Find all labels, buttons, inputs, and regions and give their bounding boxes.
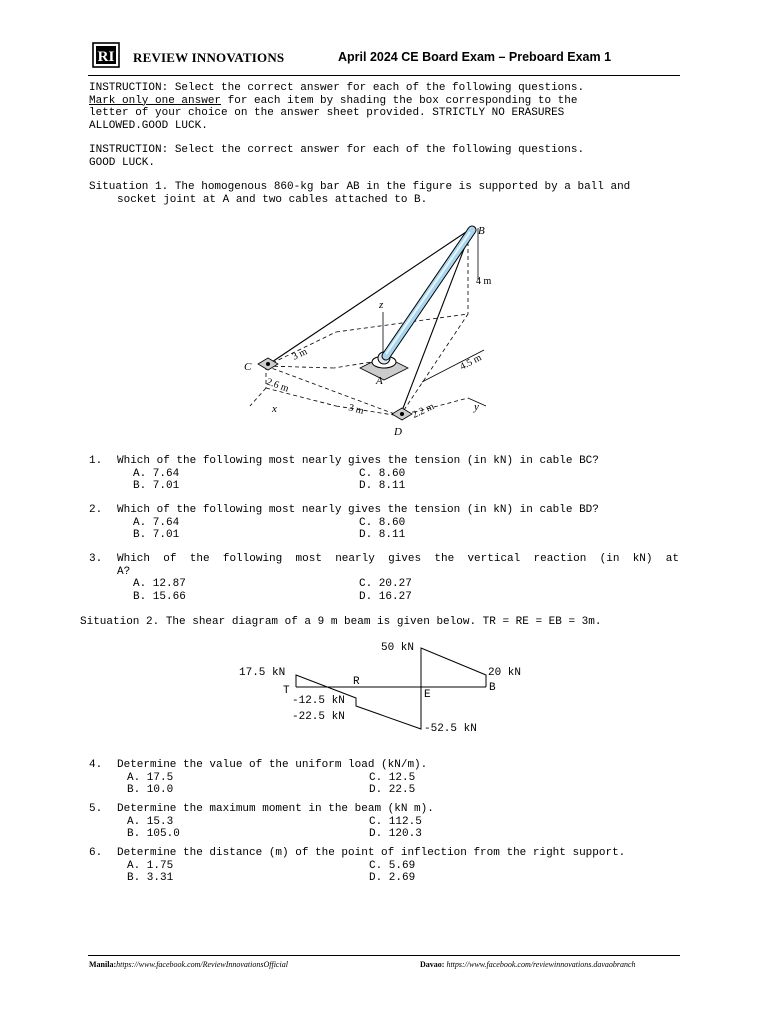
situation-line: socket joint at A and two cables attached to B. <box>117 193 428 206</box>
question-5 <box>89 803 681 841</box>
footer-davao-link[interactable]: https://www.facebook.com/reviewinnovations.davaobranch <box>446 960 636 969</box>
footer-manila <box>89 960 288 969</box>
question-2 <box>89 504 681 542</box>
option-a[interactable]: A. 1.75 <box>127 859 174 872</box>
question-4 <box>89 759 681 797</box>
option-c[interactable]: C. 20.27 <box>359 578 412 590</box>
dim-4m: 4 m <box>476 276 492 287</box>
label-D: D <box>394 426 402 438</box>
question-number: 4. <box>89 759 103 771</box>
logo <box>92 42 120 68</box>
instruction-block-1 <box>89 82 678 132</box>
shear-diagram-svg <box>236 638 536 738</box>
question-text: Determine the value of the uniform load (kN/m). <box>117 759 428 771</box>
header-rule <box>88 75 680 76</box>
option-a[interactable]: A. 12.87 <box>133 578 186 590</box>
logo-icon <box>92 42 120 68</box>
label-E: E <box>424 689 431 701</box>
option-d[interactable]: D. 8.11 <box>359 529 406 541</box>
question-text: Which of the following most nearly gives the tension (in kN) in cable BD? <box>117 504 599 516</box>
question-text-continued: A? <box>117 565 131 578</box>
question-text: Determine the maximum moment in the beam (kN m). <box>117 803 434 815</box>
bar-figure-svg <box>236 220 536 440</box>
label-R: R <box>353 676 360 688</box>
label-x: x <box>272 403 277 415</box>
bar-figure <box>236 220 536 440</box>
label-y: y <box>474 401 479 413</box>
instruction-line: ALLOWED.GOOD LUCK. <box>89 119 208 132</box>
label-C: C <box>244 361 252 373</box>
dim-2-2m: 2.2 m <box>410 401 436 421</box>
dim-2-6m: 2.6 m <box>264 376 291 395</box>
label-20kN: 20 kN <box>488 667 522 679</box>
label-z: z <box>379 299 384 311</box>
option-c[interactable]: C. 8.60 <box>359 467 406 480</box>
situation-2: Situation 2. The shear diagram of a 9 m beam is given below. TR = RE = EB = 3m. <box>80 616 602 628</box>
instruction-line <box>89 95 678 108</box>
option-b[interactable]: B. 3.31 <box>127 872 174 884</box>
option-c[interactable]: C. 5.69 <box>369 859 416 872</box>
question-text: Determine the distance (m) of the point of inflection from the right support. <box>117 847 626 859</box>
label-17-5kN: 17.5 kN <box>239 667 286 679</box>
label-neg-52-5kN: -52.5 kN <box>424 723 477 735</box>
question-number: 3. <box>89 553 103 565</box>
question-6 <box>89 847 681 885</box>
option-d[interactable]: D. 22.5 <box>369 784 416 796</box>
option-c[interactable]: C. 12.5 <box>369 771 416 784</box>
instruction-emphasis: Mark only one answer <box>89 94 222 107</box>
organization-name: REVIEW INNOVATIONS <box>133 50 285 65</box>
question-number: 1. <box>89 455 103 467</box>
question-number: 6. <box>89 847 103 859</box>
option-b[interactable]: B. 7.01 <box>133 529 180 541</box>
option-c[interactable]: C. 112.5 <box>369 815 422 828</box>
footer-manila-label: Manila: <box>89 960 117 969</box>
option-d[interactable]: D. 120.3 <box>369 828 422 840</box>
option-c[interactable]: C. 8.60 <box>359 516 406 529</box>
dim-4-5m: 4.5 m <box>458 352 484 373</box>
label-neg-12-5kN: -12.5 kN <box>292 695 345 707</box>
exam-title: April 2024 CE Board Exam – Preboard Exam 1 <box>338 50 612 64</box>
situation-1 <box>89 181 681 206</box>
option-b[interactable]: B. 15.66 <box>133 590 186 603</box>
option-a[interactable]: A. 7.64 <box>133 467 180 480</box>
label-B: B <box>489 682 496 694</box>
instruction-text: for each item by shading the box corresponding to the <box>221 94 578 107</box>
footer-rule <box>88 955 680 956</box>
question-3 <box>89 553 681 603</box>
label-50kN: 50 kN <box>381 642 415 654</box>
instruction-line: GOOD LUCK. <box>89 156 156 169</box>
situation-line: Situation 1. The homogenous 860-kg bar AB in the figure is supported by a ball and <box>89 181 631 193</box>
shear-diagram <box>236 638 536 738</box>
label-T: T <box>283 685 290 697</box>
label-B: B <box>478 225 485 237</box>
instruction-line: letter of your choice on the answer sheet provided. STRICTLY NO ERASURES <box>89 107 565 119</box>
question-number: 5. <box>89 803 103 815</box>
option-b[interactable]: B. 7.01 <box>133 480 180 492</box>
option-d[interactable]: D. 2.69 <box>369 872 416 884</box>
option-d[interactable]: D. 8.11 <box>359 480 406 492</box>
option-a[interactable]: A. 15.3 <box>127 815 174 828</box>
question-text: Which of the following most nearly gives the vertical reaction (in kN) at <box>117 553 679 565</box>
footer-davao <box>420 960 636 969</box>
logo-text: RI <box>97 49 115 65</box>
option-d[interactable]: D. 16.27 <box>359 590 412 603</box>
footer-manila-link[interactable]: https://www.facebook.com/ReviewInnovationsOfficial <box>116 960 288 969</box>
footer-davao-label: Davao: <box>420 960 445 969</box>
instruction-block-2 <box>89 144 678 169</box>
label-A: A <box>376 375 383 387</box>
question-text: Which of the following most nearly gives the tension (in kN) in cable BC? <box>117 455 599 467</box>
option-a[interactable]: A. 17.5 <box>127 771 174 784</box>
option-b[interactable]: B. 10.0 <box>127 784 174 796</box>
dim-ca-3m: 3 m <box>290 346 310 363</box>
instruction-line: INSTRUCTION: Select the correct answer for each of the following questions. <box>89 144 585 156</box>
option-b[interactable]: B. 105.0 <box>127 828 180 840</box>
question-number: 2. <box>89 504 103 516</box>
option-a[interactable]: A. 7.64 <box>133 516 180 529</box>
instruction-line: INSTRUCTION: Select the correct answer for each of the following questions. <box>89 82 585 94</box>
label-neg-22-5kN: -22.5 kN <box>292 711 345 723</box>
question-1 <box>89 455 681 493</box>
dim-ad-3m: 3 m <box>347 402 365 417</box>
